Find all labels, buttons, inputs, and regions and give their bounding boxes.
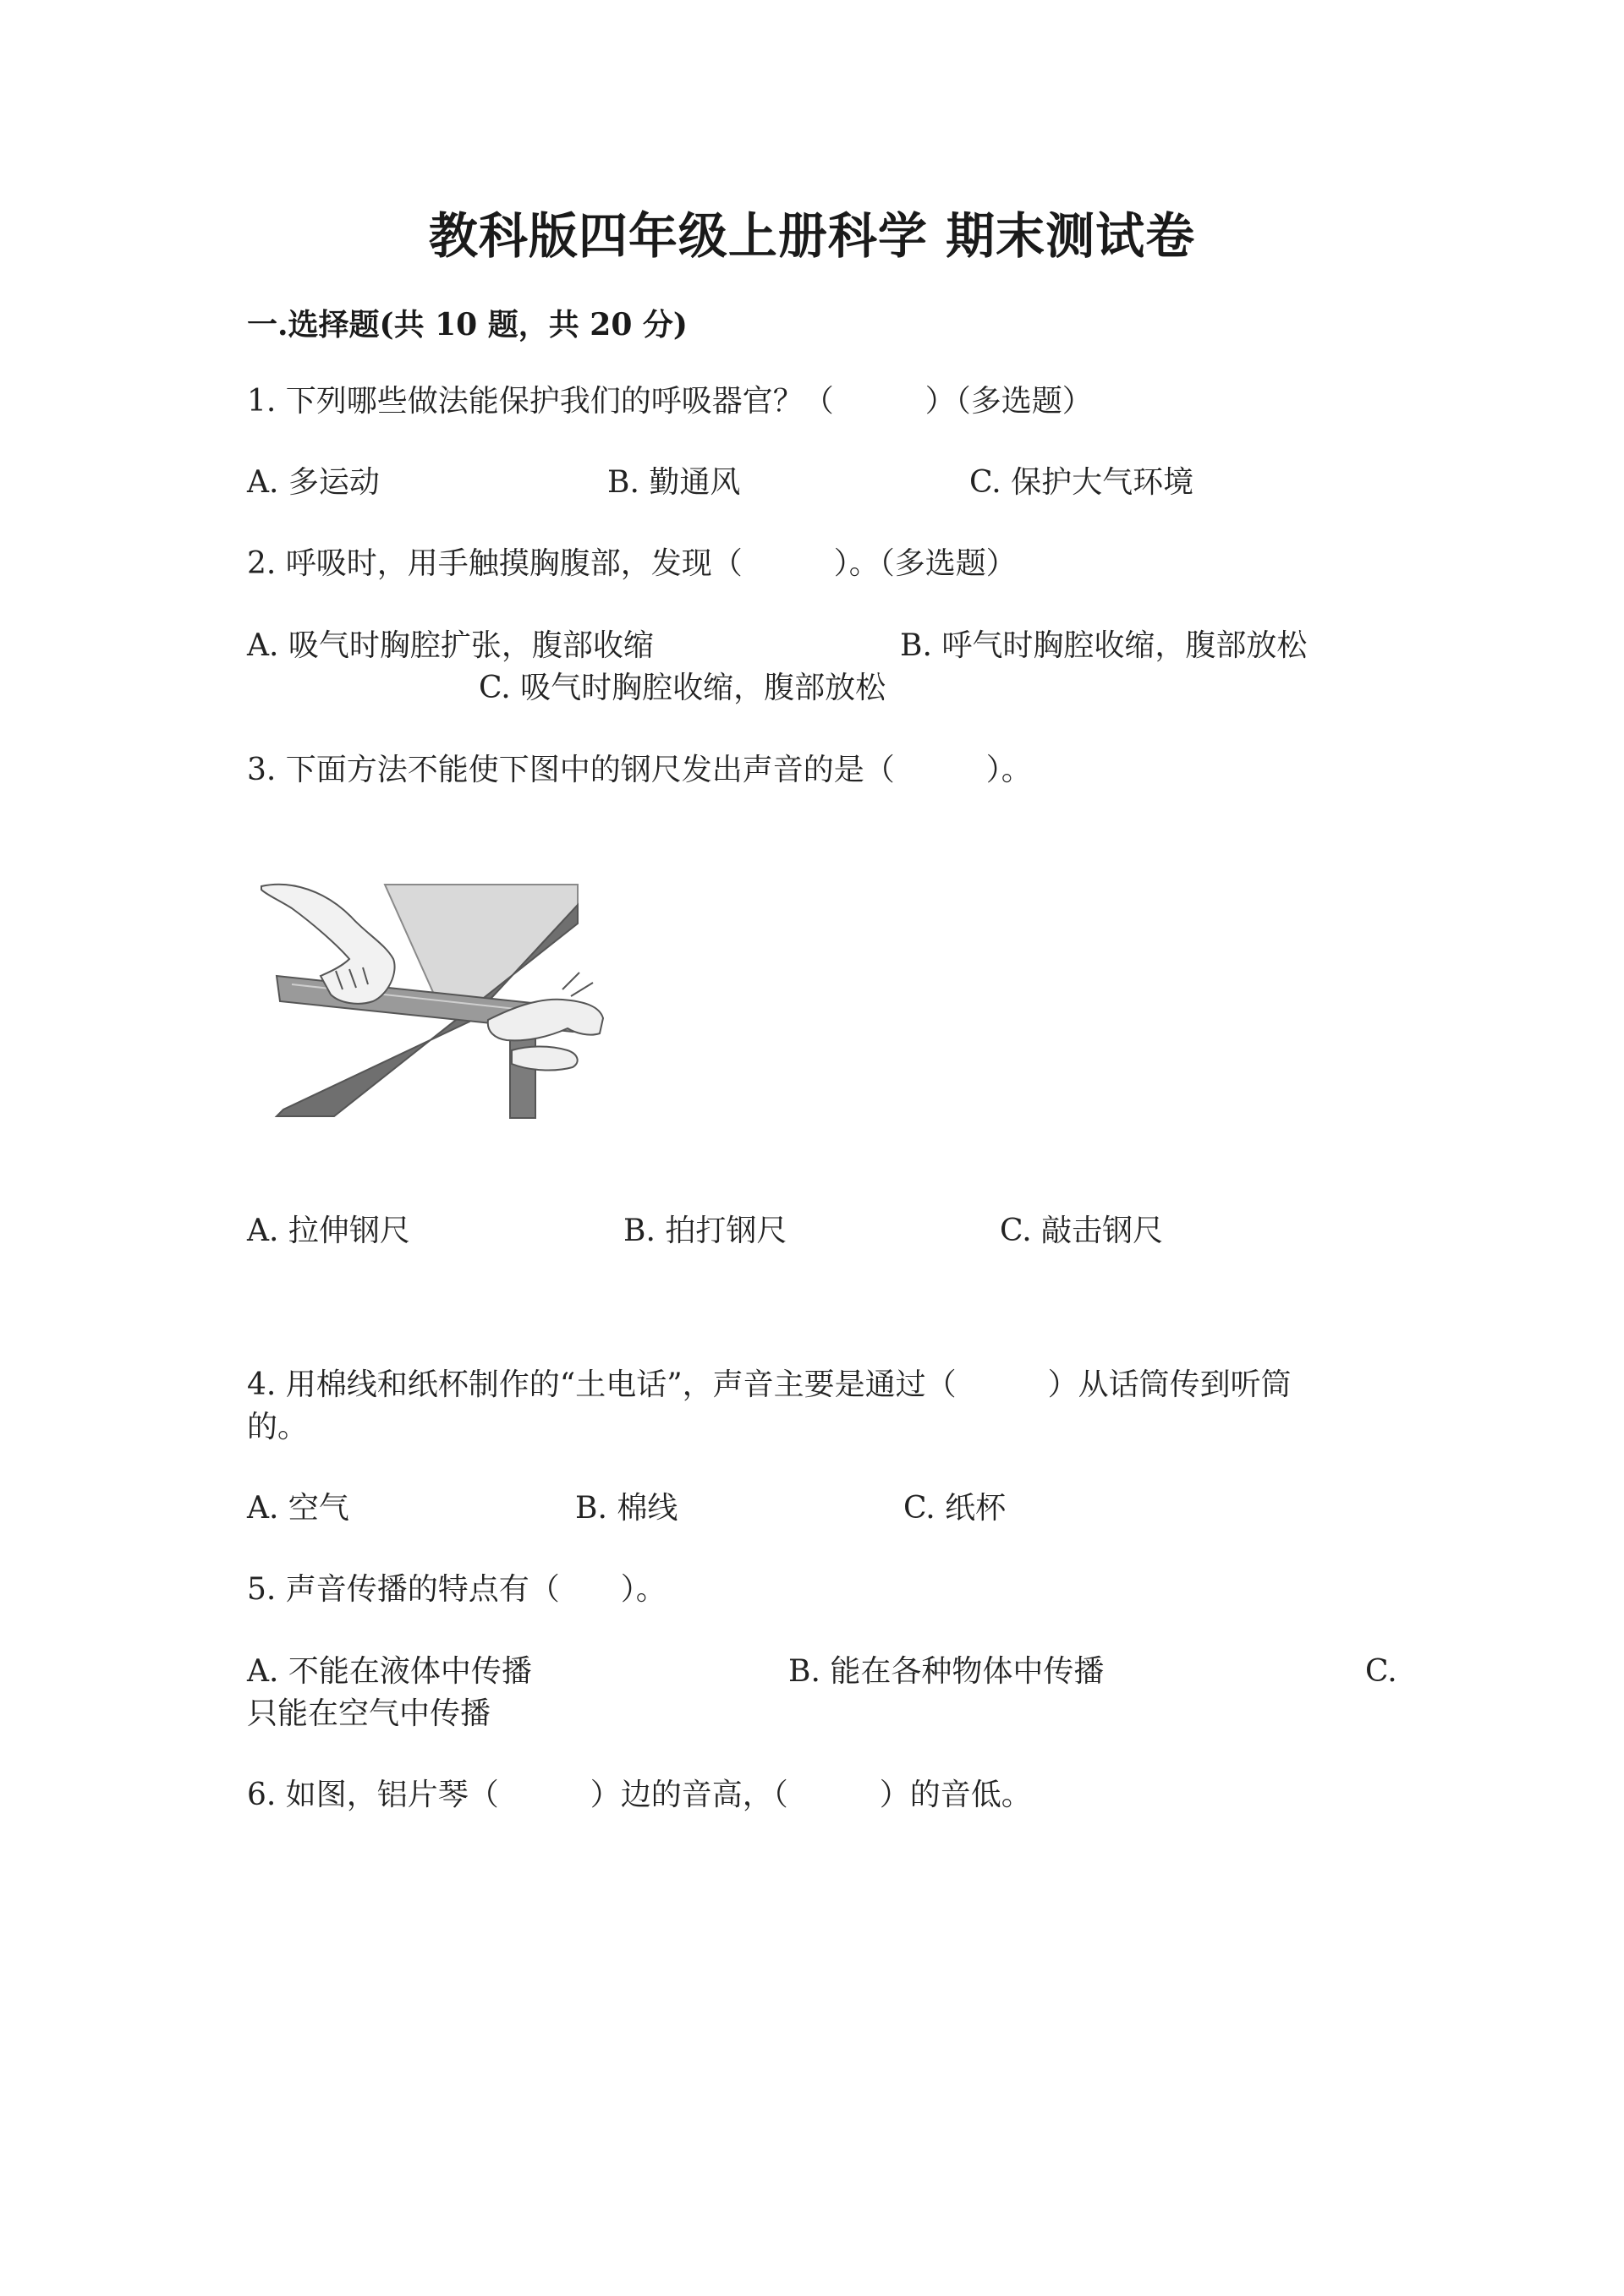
question-5-stem: 5. 声音传播的特点有（ ）。 (247, 1572, 667, 1607)
section-heading: 一.选择题(共 10 题，共 20 分) (247, 307, 688, 342)
question-2-stem: 2. 呼吸时，用手触摸胸腹部，发现（ ）。（多选题） (247, 546, 1017, 581)
question-1-stem: 1. 下列哪些做法能保护我们的呼吸器官？（ ）（多选题） (247, 384, 1093, 419)
question-1-option-a: A. 多运动 (247, 465, 380, 500)
question-2-option-c: C. 吸气时胸腔收缩，腹部放松 (479, 671, 886, 705)
question-5-option-c-label: C. (1365, 1654, 1397, 1689)
question-3-option-b: B. 拍打钢尺 (623, 1214, 787, 1248)
question-3-stem: 3. 下面方法不能使下图中的钢尺发出声音的是（ ）。 (247, 753, 1032, 787)
question-2-option-a: A. 吸气时胸腔扩张，腹部收缩 (247, 628, 654, 663)
question-2-option-b: B. 呼气时胸腔收缩，腹部放松 (900, 628, 1308, 663)
question-4-option-c: C. 纸杯 (903, 1491, 1007, 1526)
question-1-option-b: B. 勤通风 (607, 465, 741, 500)
question-4-option-b: B. 棉线 (575, 1491, 678, 1526)
question-5-option-c-text: 只能在空气中传播 (247, 1696, 491, 1731)
question-6-stem: 6. 如图，铝片琴（ ）边的音高，（ ）的音低。 (247, 1778, 1032, 1812)
question-1-option-c: C. 保护大气环境 (969, 465, 1194, 500)
ruler-on-table-figure (258, 871, 605, 1125)
question-4-stem-line-2: 的。 (247, 1410, 309, 1444)
exam-title: 教科版四年级上册科学 期末测试卷 (428, 207, 1196, 265)
question-3-option-c: C. 敲击钢尺 (1000, 1214, 1164, 1248)
question-4-stem-line-1: 4. 用棉线和纸杯制作的“土电话”，声音主要是通过（ ）从话筒传到听筒 (247, 1367, 1292, 1402)
question-4-option-a: A. 空气 (247, 1491, 349, 1526)
question-5-option-b: B. 能在各种物体中传播 (788, 1654, 1105, 1689)
question-5-option-a: A. 不能在液体中传播 (247, 1654, 532, 1689)
question-3-option-a: A. 拉伸钢尺 (247, 1214, 410, 1248)
